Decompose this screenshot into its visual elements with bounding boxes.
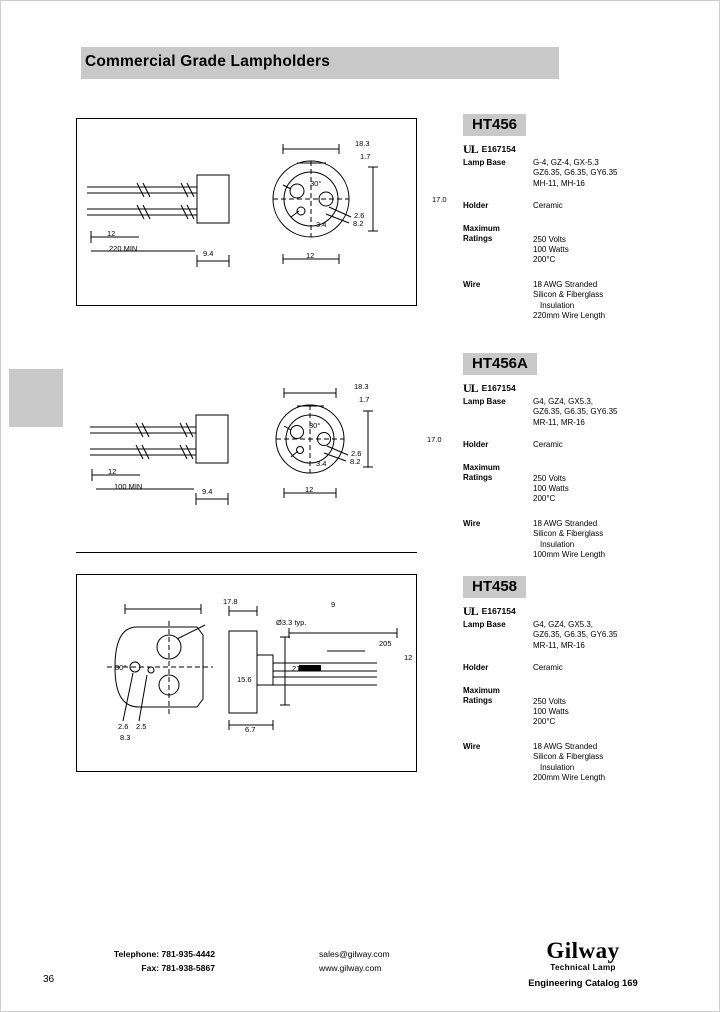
spec-value	[527, 620, 663, 651]
dim3-8-3: 8.3	[120, 733, 131, 742]
spec-label: Wire	[463, 518, 481, 528]
spec-value: Ceramic	[533, 663, 563, 673]
ul-file-number: E167154	[481, 606, 516, 616]
page-number: 36	[43, 974, 55, 985]
footer-contact	[67, 948, 215, 976]
spec-value-line: 200mm Wire Length	[533, 772, 606, 782]
spec-label: Wire	[463, 279, 481, 289]
dim2-9-4: 9.4	[202, 487, 213, 496]
dim3-15-6: 15.6	[237, 675, 252, 684]
dim2-100-min: 100 MIN	[114, 482, 143, 491]
spec-value-line: MH-11, MH-16	[533, 178, 585, 188]
dim3-205: 205	[379, 639, 392, 648]
spec-value-line: Insulation	[540, 300, 575, 310]
dim3-17-8: 17.8	[223, 597, 238, 606]
spec-row-ratings	[463, 686, 663, 728]
spec-value-line: 100 Watts	[533, 706, 569, 716]
spec-row-lamp-base	[463, 397, 663, 428]
footer-fax: Fax: 781-938-5867	[141, 962, 215, 973]
spec-value-line: 200°C	[533, 255, 556, 265]
dim-12-bottom: 12	[306, 251, 315, 260]
dim-12-left: 12	[107, 229, 116, 238]
dim3-9: 9	[331, 600, 336, 609]
spec-value-line: G4, GZ4, GX5.3,	[533, 397, 594, 406]
spec-value	[527, 158, 663, 189]
spec-label: Maximum Ratings	[463, 685, 500, 705]
spec-value-line: GZ6.35, G6.35, GY6.35	[533, 630, 618, 640]
ul-listing-ht458	[463, 605, 663, 617]
ul-file-number: E167154	[481, 144, 516, 154]
spec-value	[527, 463, 663, 505]
product-title-ht456a: HT456A	[463, 353, 537, 375]
spec-label: Lamp Base	[463, 397, 506, 406]
dim2-17-0: 17.0	[427, 435, 442, 444]
drawing-ht458-svg	[77, 575, 418, 773]
spec-value-line: 100 Watts	[533, 483, 569, 493]
spec-value-line: 250 Volts	[533, 473, 566, 483]
spec-value	[527, 397, 663, 428]
ul-logo-icon: UL	[463, 604, 478, 618]
spec-value-line: 250 Volts	[533, 696, 566, 706]
catalog-label: Engineering Catalog 169	[528, 977, 638, 988]
dim3-2-5: 2.5	[136, 722, 147, 731]
spec-value: Ceramic	[533, 201, 563, 211]
spec-row-holder	[463, 440, 663, 450]
spec-label: Wire	[463, 741, 481, 751]
spec-value-line: GZ6.35, G6.35, GY6.35	[533, 407, 618, 417]
spec-ht456a	[463, 353, 663, 560]
product-title-ht458: HT458	[463, 576, 526, 598]
spec-row-ratings	[463, 224, 663, 266]
footer-email[interactable]: sales@gilway.com	[319, 949, 390, 959]
dim3-2-6: 2.6	[118, 722, 129, 731]
spec-value	[527, 280, 663, 322]
spec-value-line: GZ6.35, G6.35, GY6.35	[533, 168, 618, 178]
footer-website[interactable]: www.gilway.com	[319, 962, 382, 973]
spec-value-line: 100mm Wire Length	[533, 549, 606, 559]
spec-value-line: 18 AWG Stranded	[533, 279, 598, 289]
ul-logo-icon: UL	[463, 142, 478, 156]
dim2-12-bottom: 12	[305, 485, 314, 494]
spec-value	[527, 742, 663, 784]
section-tab	[9, 369, 63, 427]
dim-2-6: 2.6	[354, 211, 365, 220]
spec-value-line: 100 Watts	[533, 244, 569, 254]
drawing-ht456	[76, 118, 447, 306]
dim2-2-6: 2.6	[351, 449, 362, 458]
dim2-1-7: 1.7	[359, 395, 370, 404]
dim-9-4: 9.4	[203, 249, 214, 258]
spec-value-line: G-4, GZ-4, GX-5.3	[533, 158, 599, 167]
spec-value-line: MR-11, MR-16	[533, 640, 585, 650]
drawing-ht456a	[76, 369, 442, 537]
dim-8-2: 8.2	[353, 219, 364, 228]
spec-label: Holder	[463, 663, 489, 673]
logo-name: Gilway	[546, 938, 620, 963]
spec-ht458	[463, 576, 663, 783]
spec-value: Ceramic	[533, 440, 563, 450]
spec-value-line: Silicon & Fiberglass	[533, 529, 604, 539]
spec-value-line: Insulation	[540, 539, 575, 549]
spec-row-ratings	[463, 463, 663, 505]
spec-row-wire	[463, 280, 663, 322]
dim2-12-left: 12	[108, 467, 117, 476]
spec-value-line: 200°C	[533, 717, 556, 727]
spec-label: Maximum Ratings	[463, 462, 500, 482]
spec-value-line: G4, GZ4, GX5.3,	[533, 620, 594, 629]
drawing-ht458	[76, 574, 417, 772]
section-divider	[76, 552, 417, 553]
dim-3-4: 3.4	[316, 220, 327, 229]
footer-telephone: Telephone: 781-935-4442	[113, 949, 215, 959]
dim3-dia-3-3: Ø3.3 typ.	[276, 618, 307, 627]
dim-angle: 30°	[310, 179, 322, 188]
dim2-3-4: 3.4	[316, 459, 327, 468]
spec-row-wire	[463, 742, 663, 784]
spec-value-line: Silicon & Fiberglass	[533, 290, 604, 300]
company-logo	[509, 939, 657, 988]
spec-value-line: 18 AWG Stranded	[533, 741, 598, 751]
dim-220-min: 220 MIN	[109, 244, 138, 253]
spec-row-lamp-base	[463, 620, 663, 651]
page-title: Commercial Grade Lampholders	[85, 53, 331, 70]
dim3-21-9: 21.9	[292, 664, 307, 673]
dim2-8-2: 8.2	[350, 457, 361, 466]
dim3-angle: 30°	[115, 663, 127, 672]
dim3-12: 12	[404, 653, 413, 662]
spec-value-line: MR-11, MR-16	[533, 417, 585, 427]
spec-value	[527, 686, 663, 728]
dim3-6-7: 6.7	[245, 725, 256, 734]
dim-18-3: 18.3	[355, 139, 370, 148]
spec-label: Maximum Ratings	[463, 223, 500, 243]
footer-web	[319, 948, 390, 976]
spec-value-line: Insulation	[540, 762, 575, 772]
spec-label: Lamp Base	[463, 158, 506, 167]
product-title-ht456: HT456	[463, 114, 526, 136]
dim-17-0: 17.0	[432, 195, 447, 204]
spec-label: Lamp Base	[463, 620, 506, 629]
spec-value-line: 200°C	[533, 494, 556, 504]
spec-value-line: 220mm Wire Length	[533, 310, 606, 320]
logo-subtitle: Technical Lamp	[550, 963, 616, 972]
spec-value-line: 18 AWG Stranded	[533, 518, 598, 528]
ul-file-number: E167154	[481, 383, 516, 393]
spec-row-wire	[463, 519, 663, 561]
spec-ht456	[463, 114, 663, 321]
spec-value	[527, 224, 663, 266]
spec-label: Holder	[463, 440, 489, 450]
dim2-18-3: 18.3	[354, 382, 369, 391]
spec-value	[527, 519, 663, 561]
dim-1-7: 1.7	[360, 152, 371, 161]
spec-value-line: 250 Volts	[533, 234, 566, 244]
spec-row-holder	[463, 663, 663, 673]
spec-label: Holder	[463, 201, 489, 211]
dim2-angle: 30°	[309, 421, 321, 430]
spec-row-holder	[463, 201, 663, 211]
spec-row-lamp-base	[463, 158, 663, 189]
ul-logo-icon: UL	[463, 381, 478, 395]
ul-listing-ht456a	[463, 382, 663, 394]
ul-listing-ht456	[463, 143, 663, 155]
spec-value-line: Silicon & Fiberglass	[533, 752, 604, 762]
